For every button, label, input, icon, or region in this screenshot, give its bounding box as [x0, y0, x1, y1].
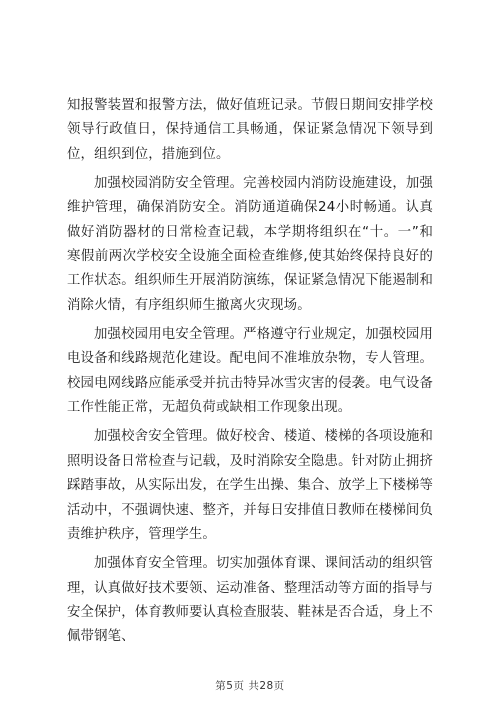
paragraph-building-safety: 加强校舍安全管理。做好校舍、楼道、楼梯的各项设施和照明设备日常检查与记载，及时消除安全隐患。针对防止拥挤踩踏事故，从实际出发，在学生出操、集合、放学上下楼梯等活动中，不强调快速、整齐，并每日安排值日教师在楼梯间负责维护秩序，管理学生。 [67, 429, 433, 542]
paragraph-electrical-safety: 加强校园用电安全管理。严格遵守行业规定，加强校园用电设备和线路规范化建设。配电间不准堆放杂物，专人管理。校园电网线路应能承受并抗击特异冰雪灾害的侵袭。电气设备工作性能正常，无超负荷或缺相工作现象出现。 [67, 327, 433, 416]
paragraph-fire-safety: 加强校园消防安全管理。完善校园内消防设施建设，加强维护管理，确保消防安全。消防通道确保24小时畅通。认真做好消防器材的日常检查记载，本学期将组织在“十。一”和寒假前两次学校安全设施全面检查维修,使其始终保持良好的工作状态。组织师生开展消防演练，保证紧急情况下能遏制和消除火情，有序组织师生撤离火灾现场。 [67, 176, 433, 313]
paragraph-duty-continued: 知报警装置和报警方法，做好值班记录。节假日期间安排学校领导行政值日，保持通信工具畅通，保证紧急情况下领导到位，组织到位，措施到位。 [67, 98, 433, 162]
document-body [67, 94, 433, 655]
paragraph-sports-safety: 加强体育安全管理。切实加强体育课、课间活动的组织管理，认真做好技术要领、运动准备、整理活动等方面的指导与安全保护，体育教师要认真检查服装、鞋袜是否合适，身上不佩带钢笔、 [67, 556, 433, 645]
page-number-footer: 第5页 共28页 [215, 680, 285, 692]
